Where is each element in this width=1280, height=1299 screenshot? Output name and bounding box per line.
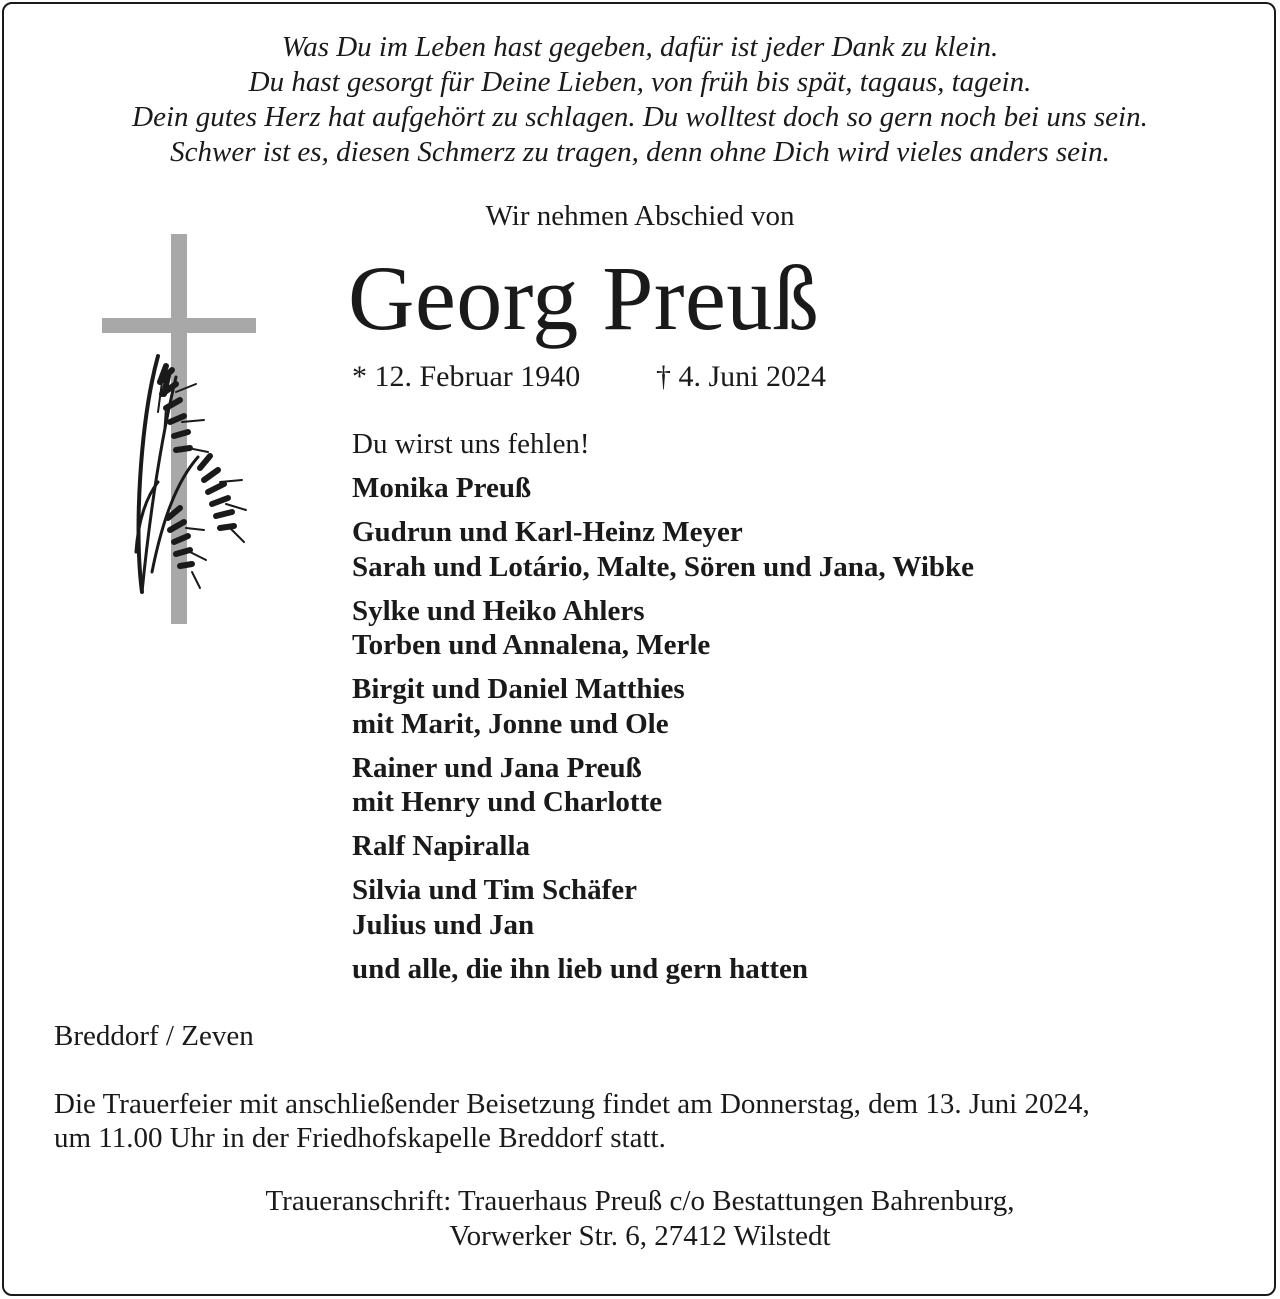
place-text: Breddorf / Zeven: [54, 1020, 254, 1052]
mourner-line: Torben und Annalena, Merle: [352, 629, 711, 661]
mourner-group: [352, 873, 974, 942]
mourner-line: Ralf Napiralla: [352, 830, 531, 862]
mourner-line: Sarah und Lotário, Malte, Sören und Jana, Wibke: [352, 550, 975, 583]
mourner-line: Julius und Jan: [352, 908, 535, 941]
address-line: Vorwerker Str. 6, 27412 Wilstedt: [449, 1220, 831, 1252]
poem-line: Was Du im Leben hast gegeben, dafür ist jeder Dank zu klein.: [281, 31, 999, 63]
address-line: Traueranschrift: Trauerhaus Preuß c/o Bestattungen Bahrenburg,: [265, 1185, 1015, 1217]
mourner-line: Gudrun und Karl-Heinz Meyer: [352, 516, 743, 548]
mourner-group: [352, 952, 974, 987]
mourner-line: Sylke und Heiko Ahlers: [352, 594, 645, 627]
mourner-group: [352, 829, 974, 864]
mourner-group: [352, 594, 974, 663]
mourner-line: und alle, die ihn lieb und gern hatten: [352, 952, 809, 985]
wheat-ears: [136, 356, 246, 592]
poem-line: Du hast gesorgt für Deine Lieben, von früh bis spät, tagaus, tagein.: [248, 66, 1032, 98]
poem: [0, 30, 1280, 170]
poem-line: Schwer ist es, diesen Schmerz zu tragen, denn ohne Dich wird vieles anders sein.: [170, 136, 1110, 168]
mourner-line: Monika Preuß: [352, 472, 532, 504]
poem-line: Dein gutes Herz hat aufgehört zu schlagen. Du wolltest doch so gern noch bei uns sein.: [132, 101, 1148, 133]
death-date: † 4. Juni 2024: [656, 360, 827, 393]
intro-text: Wir nehmen Abschied von: [485, 200, 795, 232]
ceremony-info: [54, 1087, 1090, 1155]
mourner-line: Silvia und Tim Schäfer: [352, 874, 637, 906]
mourner-line: mit Marit, Jonne und Ole: [352, 707, 669, 740]
ceremony-line: um 11.00 Uhr in der Friedhofskapelle Breddorf statt.: [54, 1122, 666, 1154]
farewell-text: Du wirst uns fehlen!: [352, 428, 590, 460]
birth-date: * 12. Februar 1940: [352, 360, 581, 393]
mourner-group: [352, 751, 974, 820]
mourner-line: Birgit und Daniel Matthies: [352, 673, 685, 705]
ceremony-line: Die Trauerfeier mit anschließender Beisetzung findet am Donnerstag, dem 13. Juni 2024,: [54, 1088, 1090, 1120]
mourner-line: mit Henry und Charlotte: [352, 786, 663, 818]
mourner-group: [352, 471, 974, 506]
cross-with-wheat-icon: [96, 232, 266, 628]
mourners-list: [352, 471, 974, 996]
mourner-group: [352, 672, 974, 741]
mourner-line: Rainer und Jana Preuß: [352, 751, 642, 784]
mourner-group: [352, 515, 974, 584]
mourning-address: [0, 1184, 1280, 1254]
deceased-name: Georg Preuß: [348, 247, 820, 349]
